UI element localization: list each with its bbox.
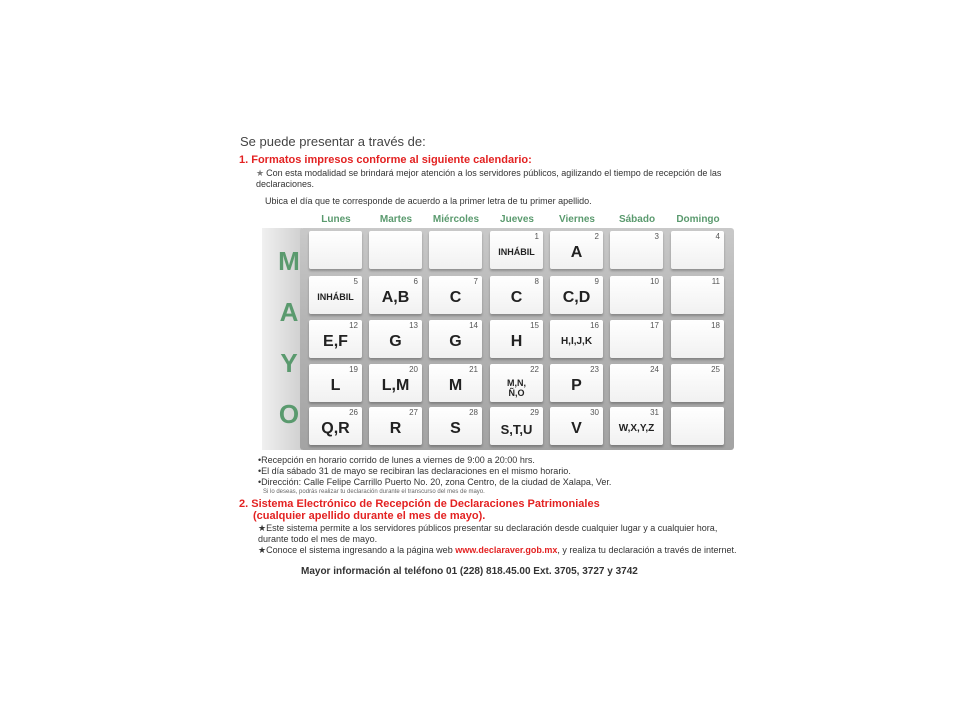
day-number: 6: [413, 277, 418, 286]
surname-letters: R: [389, 420, 402, 437]
calendar-day: [429, 276, 482, 314]
calendar-day: [550, 364, 603, 402]
day-number: 26: [349, 408, 358, 417]
month-letter: Y: [280, 348, 298, 378]
day-number: 31: [650, 408, 659, 417]
day-number: 8: [534, 277, 539, 286]
section1-bullet-text: Con esta modalidad se brindará mejor atención a los servidores públicos, agilizando el tiempo de recepción de las declaraciones.: [256, 168, 722, 189]
calendar-day: [610, 407, 663, 445]
calendar-day: [309, 407, 362, 445]
calendar-instruction: Ubica el día que te corresponde de acuerdo a la primer letra de tu primer apellido.: [265, 196, 592, 206]
surname-letters: C: [510, 289, 523, 306]
calendar-day: [309, 364, 362, 402]
day-number: 1: [534, 232, 539, 241]
weekday-header: Lunes: [321, 214, 351, 225]
calendar-day: [490, 364, 543, 402]
weekday-header: Viernes: [559, 214, 595, 225]
day-number: 11: [711, 277, 720, 286]
day-number: 15: [530, 321, 539, 330]
section2-bullets: [258, 523, 748, 556]
calendar-day: [490, 320, 543, 358]
month-letter: A: [279, 297, 299, 327]
calendar-day: [610, 276, 663, 314]
surname-letters: S,T,U: [500, 422, 533, 437]
section2-bullet1: [258, 523, 748, 545]
month-letter: M: [278, 246, 300, 276]
surname-letters: Q,R: [321, 420, 350, 437]
calendar-day: [671, 231, 724, 269]
contact-footer: Mayor información al teléfono 01 (228) 818.45.00 Ext. 3705, 3727 y 3742: [301, 566, 638, 577]
calendar-day: [550, 231, 603, 269]
day-number: 7: [473, 277, 478, 286]
calendar-day: [309, 320, 362, 358]
website-link[interactable]: www.declaraver.gob.mx: [455, 545, 558, 555]
weekday-header: Martes: [379, 214, 413, 225]
day-number: 13: [409, 321, 418, 330]
holiday-label: INHÁBIL: [498, 247, 535, 257]
month-letter: O: [278, 399, 300, 429]
surname-letters: C,D: [562, 289, 591, 306]
note-saturday: •El día sábado 31 de mayo se recibiran las declaraciones en el mismo horario.: [258, 466, 571, 476]
section2-title-line2: (cualquier apellido durante el mes de mayo).: [253, 510, 486, 522]
calendar-day: [490, 407, 543, 445]
section2-bullet1-text: Este sistema permite a los servidores públicos presentar su declaración desde cualquier lugar y a cualquier hora, durante todo el mes de mayo.: [258, 523, 718, 544]
weekday-header: Domingo: [676, 214, 720, 225]
calendar-day: [429, 320, 482, 358]
day-number: 25: [711, 365, 720, 374]
calendar-day: [550, 276, 603, 314]
surname-letters: C: [449, 289, 462, 306]
calendar-day: [610, 364, 663, 402]
calendar-day: [550, 320, 603, 358]
day-number: 24: [650, 365, 659, 374]
surname-letters: V: [571, 420, 582, 437]
calendar-day: [369, 320, 422, 358]
calendar-day: [671, 407, 724, 445]
day-number: 12: [349, 321, 358, 330]
calendar-day: [369, 407, 422, 445]
section2-title: [239, 498, 600, 522]
holiday-label: INHÁBIL: [317, 292, 354, 302]
day-number: 16: [590, 321, 599, 330]
fine-print: Si lo deseas, podrás realizar tu declaración durante el transcurso del mes de mayo.: [263, 489, 485, 495]
calendar-day: [309, 231, 362, 269]
calendar-day: [429, 231, 482, 269]
weekday-header: Miércoles: [432, 214, 480, 225]
surname-letters: G: [449, 333, 462, 350]
calendar-day: [369, 276, 422, 314]
calendar-day: [429, 407, 482, 445]
note-address: •Dirección: Calle Felipe Carrillo Puerto No. 20, zona Centro, de la ciudad de Xalapa, Ver.: [258, 477, 612, 487]
calendar-day: [610, 231, 663, 269]
bullet-star-icon: ★: [258, 523, 267, 533]
surname-letters: A,B: [381, 289, 410, 306]
calendar-day: [610, 320, 663, 358]
notes-list: [258, 455, 611, 488]
surname-letters: E,F: [323, 333, 348, 350]
surname-letters: A: [570, 244, 583, 261]
day-number: 27: [409, 408, 418, 417]
day-number: 17: [650, 321, 659, 330]
intro-heading: Se puede presentar a través de:: [240, 134, 426, 149]
calendar-day: [671, 276, 724, 314]
day-number: 3: [654, 232, 659, 241]
day-number: 5: [353, 277, 358, 286]
surname-letters: M,N, Ñ,O: [507, 378, 526, 398]
day-number: 18: [711, 321, 720, 330]
calendar-day: [369, 231, 422, 269]
section2-bullet2: [258, 545, 748, 556]
day-number: 28: [469, 408, 478, 417]
surname-letters: W,X,Y,Z: [618, 423, 655, 434]
calendar-day: [429, 364, 482, 402]
surname-letters: H: [510, 333, 523, 350]
day-number: 30: [590, 408, 599, 417]
surname-letters: S: [450, 420, 461, 437]
calendar-day: [309, 276, 362, 314]
weekday-header: Sábado: [618, 214, 656, 225]
surname-letters: L: [330, 377, 341, 394]
section2-bullet2-text: Conoce el sistema ingresando a la página web: [266, 545, 456, 555]
day-number: 29: [530, 408, 539, 417]
calendar-day: [550, 407, 603, 445]
day-number: 22: [530, 365, 539, 374]
surname-letters: M: [448, 377, 463, 394]
surname-letters: L,M: [381, 377, 410, 394]
day-number: 19: [349, 365, 358, 374]
section1-bullet: [256, 168, 746, 190]
calendar-day: [490, 231, 543, 269]
note-hours: •Recepción en horario corrido de lunes a viernes de 9:00 a 20:00 hrs.: [258, 455, 535, 465]
surname-letters: H,I,J,K: [560, 336, 593, 347]
bullet-star-icon: ★: [256, 168, 265, 178]
section2-title-line1: 2. Sistema Electrónico de Recepción de Declaraciones Patrimoniales: [239, 498, 600, 510]
section1-title: 1. Formatos impresos conforme al siguiente calendario:: [239, 154, 532, 166]
day-number: 10: [650, 277, 659, 286]
day-number: 21: [469, 365, 478, 374]
day-number: 14: [469, 321, 478, 330]
section2-bullet2-text-end: , y realiza tu declaración a través de internet.: [557, 545, 737, 555]
day-number: 9: [594, 277, 599, 286]
calendar-day: [369, 364, 422, 402]
surname-letters: P: [571, 377, 582, 394]
day-number: 23: [590, 365, 599, 374]
weekday-header: Jueves: [500, 214, 534, 225]
day-number: 2: [594, 232, 599, 241]
day-number: 4: [715, 232, 720, 241]
surname-letters: G: [389, 333, 402, 350]
calendar-day: [671, 320, 724, 358]
day-number: 20: [409, 365, 418, 374]
calendar-day: [490, 276, 543, 314]
calendar-day: [671, 364, 724, 402]
bullet-star-icon: ★: [258, 545, 267, 555]
